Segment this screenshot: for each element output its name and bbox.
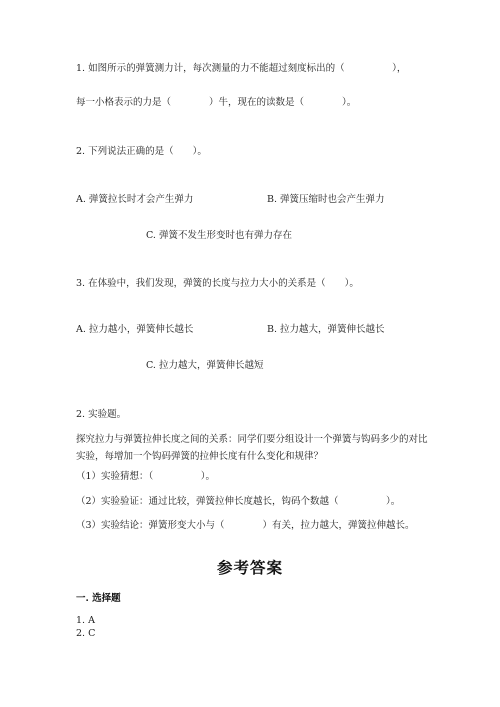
experiment-step-2: （2）实验验证：通过比较，弹簧拉伸长度越长，钩码个数越（ ）。 [76, 496, 401, 507]
question-3-option-a: A. 拉力越小，弹簧伸长越长 [76, 324, 194, 335]
question-2-option-b: B. 弹簧压缩时也会产生弹力 [267, 194, 385, 205]
question-2-stem: 2. 下列说法正确的是（ ）。 [76, 146, 207, 157]
question-3-option-b: B. 拉力越大，弹簧伸长越长 [267, 324, 385, 335]
experiment-step-3: （3）实验结论：弹簧形变大小与（ ）有关，拉力越大，弹簧拉伸越长。 [76, 520, 415, 531]
answer-key-heading: 参考答案 [216, 558, 283, 577]
experiment-title: 2. 实验题。 [76, 409, 127, 420]
answer-item-2: 2. C [76, 628, 96, 639]
experiment-step-1: （1）实验猜想：（ ）。 [76, 471, 216, 482]
answer-section-title: 一. 选择题 [76, 593, 121, 604]
question-2-option-c: C. 弹簧不发生形变时也有弹力存在 [146, 230, 292, 241]
experiment-intro: 探究拉力与弹簧拉伸长度之间的关系：同学们要分组设计一个弹簧与钩码多少的对比实验，每增加一个钩码弹簧的拉伸长度有什么变化和规律？ [76, 434, 428, 462]
question-2-option-a: A. 弹簧拉长时才会产生弹力 [76, 194, 194, 205]
question-3-option-c: C. 拉力越大，弹簧伸长越短 [146, 360, 264, 371]
question-1-line-2: 每一小格表示的力是（ ）牛，现在的读数是（ ）。 [76, 97, 357, 108]
question-3-stem: 3. 在体验中，我们发现，弹簧的长度与拉力大小的关系是（ ）。 [76, 278, 359, 289]
answer-item-1: 1. A [76, 615, 95, 626]
question-1-line-1: 1. 如图所示的弹簧测力计，每次测量的力不能超过刻度标出的（ ）， [76, 63, 407, 74]
